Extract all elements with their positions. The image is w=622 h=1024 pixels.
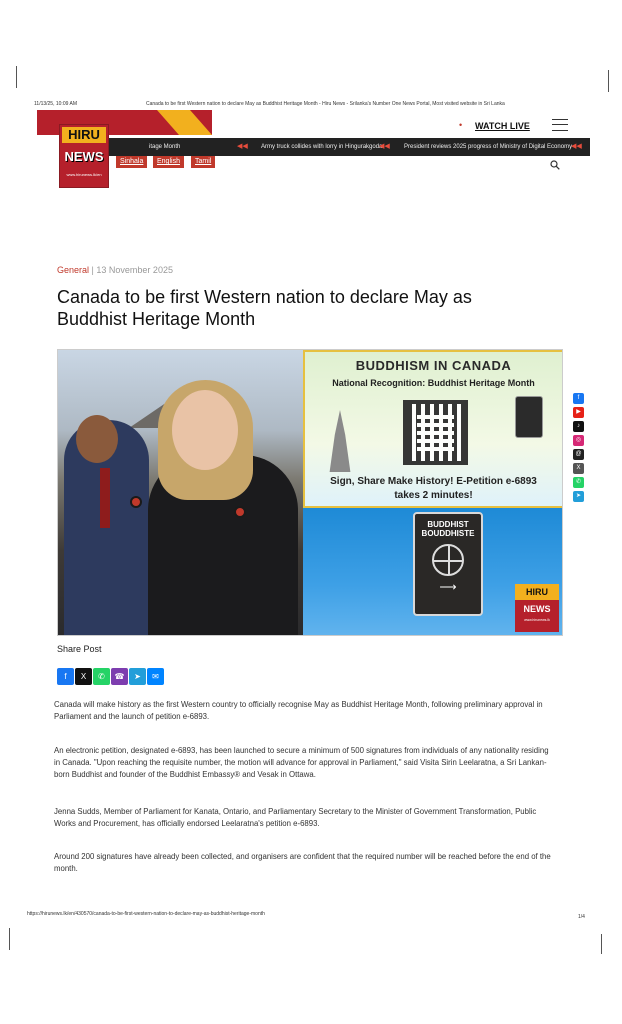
- share-viber-icon[interactable]: ☎: [111, 668, 128, 685]
- poster-top: [303, 350, 563, 508]
- ticker-separator-icon: ◀◀: [571, 143, 582, 150]
- article-paragraph: An electronic petition, designated e-6893, has been launched to secure a minimum of 500 signatures from individuals of any nationality residing in Canada. "Upon reaching the requisite number, the motion will advance for approval in Parliament," said Visita Sirin Leelaratna, a Sri Lankan-born Buddhist and founder of the Buddhist Embassy® and Vesak in Ottawa.: [54, 746, 549, 779]
- side-youtube-icon[interactable]: ▶: [573, 407, 584, 418]
- watermark-top: HIRU: [515, 584, 559, 600]
- logo-hiru: HIRU: [62, 127, 106, 143]
- buddhist-sign-small-icon: [515, 396, 543, 438]
- logo-url: www.hirunews.lk/en: [66, 172, 102, 177]
- hamburger-menu-icon[interactable]: [552, 119, 568, 131]
- side-facebook-icon[interactable]: f: [573, 393, 584, 404]
- scan-mark-right-top: [608, 70, 609, 92]
- share-telegram-icon[interactable]: ➤: [129, 668, 146, 685]
- print-date: 11/13/25, 10:09 AM: [34, 101, 77, 107]
- share-buttons: [57, 668, 165, 686]
- share-x-icon[interactable]: X: [75, 668, 92, 685]
- scan-mark-right-bottom: [601, 934, 602, 954]
- lang-english[interactable]: English: [153, 156, 184, 168]
- article-headline: Canada to be first Western nation to declare May as Buddhist Heritage Month: [57, 287, 472, 329]
- side-whatsapp-icon[interactable]: ✆: [573, 477, 584, 488]
- site-logo[interactable]: [59, 124, 109, 188]
- share-post-title: Share Post: [57, 644, 102, 654]
- article-paragraph: Canada will make history as the first Western country to officially recognise May as Buddhist Heritage Month, following preliminary approval in Parliament and the launch of petition e-6893.: [54, 700, 543, 721]
- live-dot-icon: •: [459, 120, 463, 130]
- watermark-logo: [515, 584, 559, 632]
- dharma-wheel-icon: [432, 544, 464, 576]
- sign-line-2: BOUDDHISTE: [421, 529, 475, 538]
- peace-tower-icon: [327, 410, 353, 472]
- article-paragraph: Around 200 signatures have already been collected, and organisers are confident that the required number will be reached before the end of the month.: [54, 852, 551, 873]
- ticker-separator-icon: ◀◀: [379, 143, 390, 150]
- share-whatsapp-icon[interactable]: ✆: [93, 668, 110, 685]
- scan-mark-left-top: [16, 66, 17, 88]
- side-threads-icon[interactable]: @: [573, 449, 584, 460]
- article-paragraph: Jenna Sudds, Member of Parliament for Kanata, Ontario, and Parliamentary Secretary to the Minister of Government Transformation, Public Works and Procurement, has officially endorsed Leelaratna's petition e-6893.: [54, 807, 537, 828]
- side-social-bar: [573, 393, 585, 505]
- share-facebook-icon[interactable]: f: [57, 668, 74, 685]
- watermark-bottom: NEWS: [523, 604, 551, 614]
- watch-live-link[interactable]: WATCH LIVE: [475, 121, 530, 131]
- ticker-separator-icon: ◀◀: [237, 143, 248, 150]
- article-meta: [57, 265, 173, 275]
- site-header: [37, 110, 590, 180]
- poster-cta-2: takes 2 minutes!: [394, 490, 473, 501]
- photo-tie: [100, 468, 110, 528]
- search-icon[interactable]: [550, 160, 560, 170]
- poster-title: BUDDHISM IN CANADA: [355, 358, 512, 373]
- lang-sinhala[interactable]: Sinhala: [116, 156, 147, 168]
- ticker-item[interactable]: itage Month: [149, 144, 181, 150]
- lang-tamil[interactable]: Tamil: [191, 156, 215, 168]
- article-date: 13 November 2025: [96, 265, 173, 275]
- side-tiktok-icon[interactable]: ♪: [573, 421, 584, 432]
- scan-mark-left-bottom: [9, 928, 10, 950]
- photo-woman-face: [172, 390, 238, 470]
- poster-cta: Sign, Share Make History! E-Petition e-6893: [330, 476, 537, 487]
- poppy-icon: [234, 506, 246, 518]
- meta-separator: |: [91, 265, 94, 275]
- photo-man-head: [76, 415, 118, 463]
- poster-bottom: [303, 508, 563, 636]
- hero-image: [57, 349, 563, 636]
- poppy-icon: [130, 496, 142, 508]
- print-title: Canada to be first Western nation to declare May as Buddhist Heritage Month - Hiru News - Srilanka's Number One News Portal, Most visited website in Sri Lanka: [146, 101, 505, 107]
- hero-photo: [58, 350, 303, 636]
- news-ticker[interactable]: [109, 138, 590, 156]
- logo-news: NEWS: [64, 149, 104, 164]
- side-instagram-icon[interactable]: ◎: [573, 435, 584, 446]
- arrow-right-icon: ⟶: [439, 580, 457, 594]
- sign-line-1: BUDDHIST: [427, 520, 469, 529]
- ticker-item[interactable]: President reviews 2025 progress of Ministry of Digital Economy: [404, 144, 573, 150]
- qr-code-icon: [403, 400, 468, 465]
- poster-subtitle: National Recognition: Buddhist Heritage Month: [332, 378, 535, 388]
- side-x-icon[interactable]: X: [573, 463, 584, 474]
- ticker-item[interactable]: Army truck collides with lorry in Hingurakgoda: [261, 144, 383, 150]
- side-telegram-icon[interactable]: ➤: [573, 491, 584, 502]
- buddhist-sign: [413, 512, 483, 616]
- share-messenger-icon[interactable]: ✉: [147, 668, 164, 685]
- print-page-number: 1/4: [578, 914, 585, 920]
- article-category[interactable]: General: [57, 265, 90, 275]
- print-url: https://hirunews.lk/en/430570/canada-to-be-first-western-nation-to-declare-may-as-buddhist-heritage-month: [27, 911, 265, 917]
- watermark-url: www.hirunews.lk: [524, 618, 550, 622]
